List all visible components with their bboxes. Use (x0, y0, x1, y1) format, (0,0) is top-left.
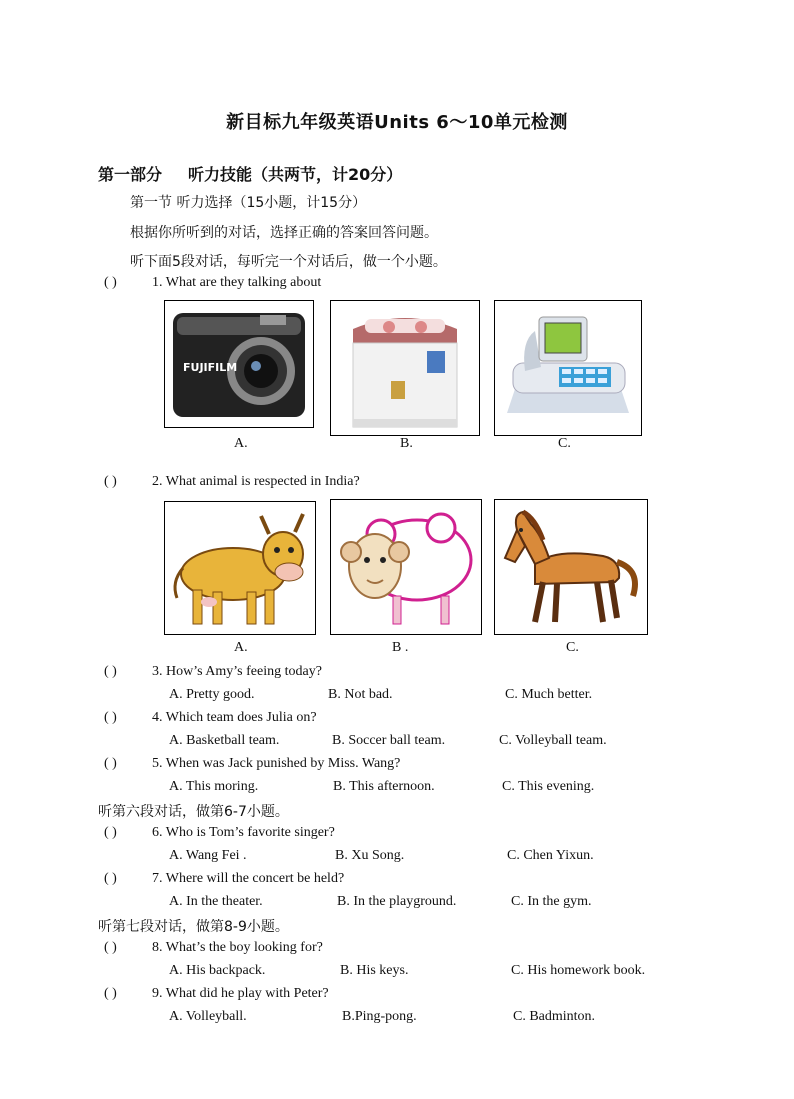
option-b[interactable]: B. Not bad. (328, 687, 393, 702)
answer-blank[interactable]: ( ) (104, 710, 117, 725)
option-b-image (330, 300, 480, 436)
question-text: 8. What’s the boy looking for? (152, 940, 323, 955)
option-a-label: A. (234, 436, 248, 451)
option-b[interactable]: B. Xu Song. (335, 848, 405, 863)
option-a-image (164, 300, 314, 428)
option-a-label: A. (234, 640, 248, 655)
washing-machine-icon (331, 301, 479, 435)
option-c[interactable]: C. Much better. (505, 687, 593, 702)
cow-icon (165, 502, 315, 634)
question-text: 3. How’s Amy’s feeing today? (152, 664, 322, 679)
part-number: 第一部分 (98, 165, 163, 184)
option-c-image (494, 300, 642, 436)
option-a[interactable]: A. Basketball team. (169, 733, 280, 748)
answer-blank[interactable]: ( ) (104, 756, 117, 771)
question-5 (104, 756, 400, 772)
option-b[interactable]: B.Ping-pong. (342, 1009, 417, 1024)
option-b-label: B. (400, 436, 413, 451)
question-8 (104, 940, 323, 956)
answer-blank[interactable]: ( ) (104, 474, 117, 489)
option-b[interactable]: B. This afternoon. (333, 779, 435, 794)
option-c-label: C. (566, 640, 579, 655)
question-text: 9. What did he play with Peter? (152, 986, 329, 1001)
option-c[interactable]: C. Badminton. (513, 1009, 596, 1024)
option-a[interactable]: A. Wang Fei . (169, 848, 247, 863)
option-a[interactable]: A. His backpack. (169, 963, 266, 978)
question-text: 5. When was Jack punished by Miss. Wang? (152, 756, 401, 771)
answer-blank[interactable]: ( ) (104, 275, 117, 290)
option-c-label: C. (558, 436, 571, 451)
option-a[interactable]: A. This moring. (169, 779, 259, 794)
option-b-image (330, 499, 482, 635)
part-title: 听力技能（共两节，计20分） (188, 165, 403, 184)
camera-icon (165, 301, 313, 427)
option-a[interactable]: A. Volleyball. (169, 1009, 247, 1024)
question-9 (104, 986, 329, 1002)
option-c[interactable]: C. Volleyball team. (499, 733, 607, 748)
answer-blank[interactable]: ( ) (104, 664, 117, 679)
instruction-2: 听下面5段对话，每听完一个对话后，做一个小题。 (130, 254, 447, 270)
option-b[interactable]: B. In the playground. (337, 894, 457, 909)
option-a[interactable]: A. In the theater. (169, 894, 263, 909)
question-4 (104, 710, 317, 726)
horse-icon (495, 500, 647, 634)
question-text: 1. What are they talking about (152, 275, 322, 290)
section-heading: 第一节 听力选择（15小题，计15分） (130, 195, 367, 211)
page-title: 新目标九年级英语Units 6～10单元检测 (226, 112, 568, 133)
question-text: 2. What animal is respected in India? (152, 474, 360, 489)
question-7 (104, 871, 344, 887)
option-c-image (494, 499, 648, 635)
option-a-image (164, 501, 316, 635)
camera-brand: FUJIFILM (183, 361, 238, 374)
instruction-3: 听第六段对话，做第6-7小题。 (98, 804, 289, 820)
answer-blank[interactable]: ( ) (104, 825, 117, 840)
option-c[interactable]: C. His homework book. (511, 963, 646, 978)
option-a[interactable]: A. Pretty good. (169, 687, 255, 702)
option-b[interactable]: B. Soccer ball team. (332, 733, 446, 748)
question-text: 7. Where will the concert be held? (152, 871, 345, 886)
answer-blank[interactable]: ( ) (104, 986, 117, 1001)
option-c[interactable]: C. This evening. (502, 779, 595, 794)
answer-blank[interactable]: ( ) (104, 871, 117, 886)
option-b[interactable]: B. His keys. (340, 963, 409, 978)
question-2 (104, 474, 360, 490)
instruction-4: 听第七段对话，做第8-9小题。 (98, 919, 289, 935)
question-1 (104, 275, 321, 291)
option-c[interactable]: C. In the gym. (511, 894, 592, 909)
option-c[interactable]: C. Chen Yixun. (507, 848, 594, 863)
question-3 (104, 664, 322, 680)
sheep-icon (331, 500, 481, 634)
question-6 (104, 825, 335, 841)
question-text: 6. Who is Tom’s favorite singer? (152, 825, 335, 840)
question-text: 4. Which team does Julia on? (152, 710, 317, 725)
part-heading (98, 162, 402, 185)
answer-blank[interactable]: ( ) (104, 940, 117, 955)
instruction-1: 根据你所听到的对话，选择正确的答案回答问题。 (130, 225, 438, 241)
telephone-icon (495, 301, 641, 435)
option-b-label: B . (392, 640, 409, 655)
